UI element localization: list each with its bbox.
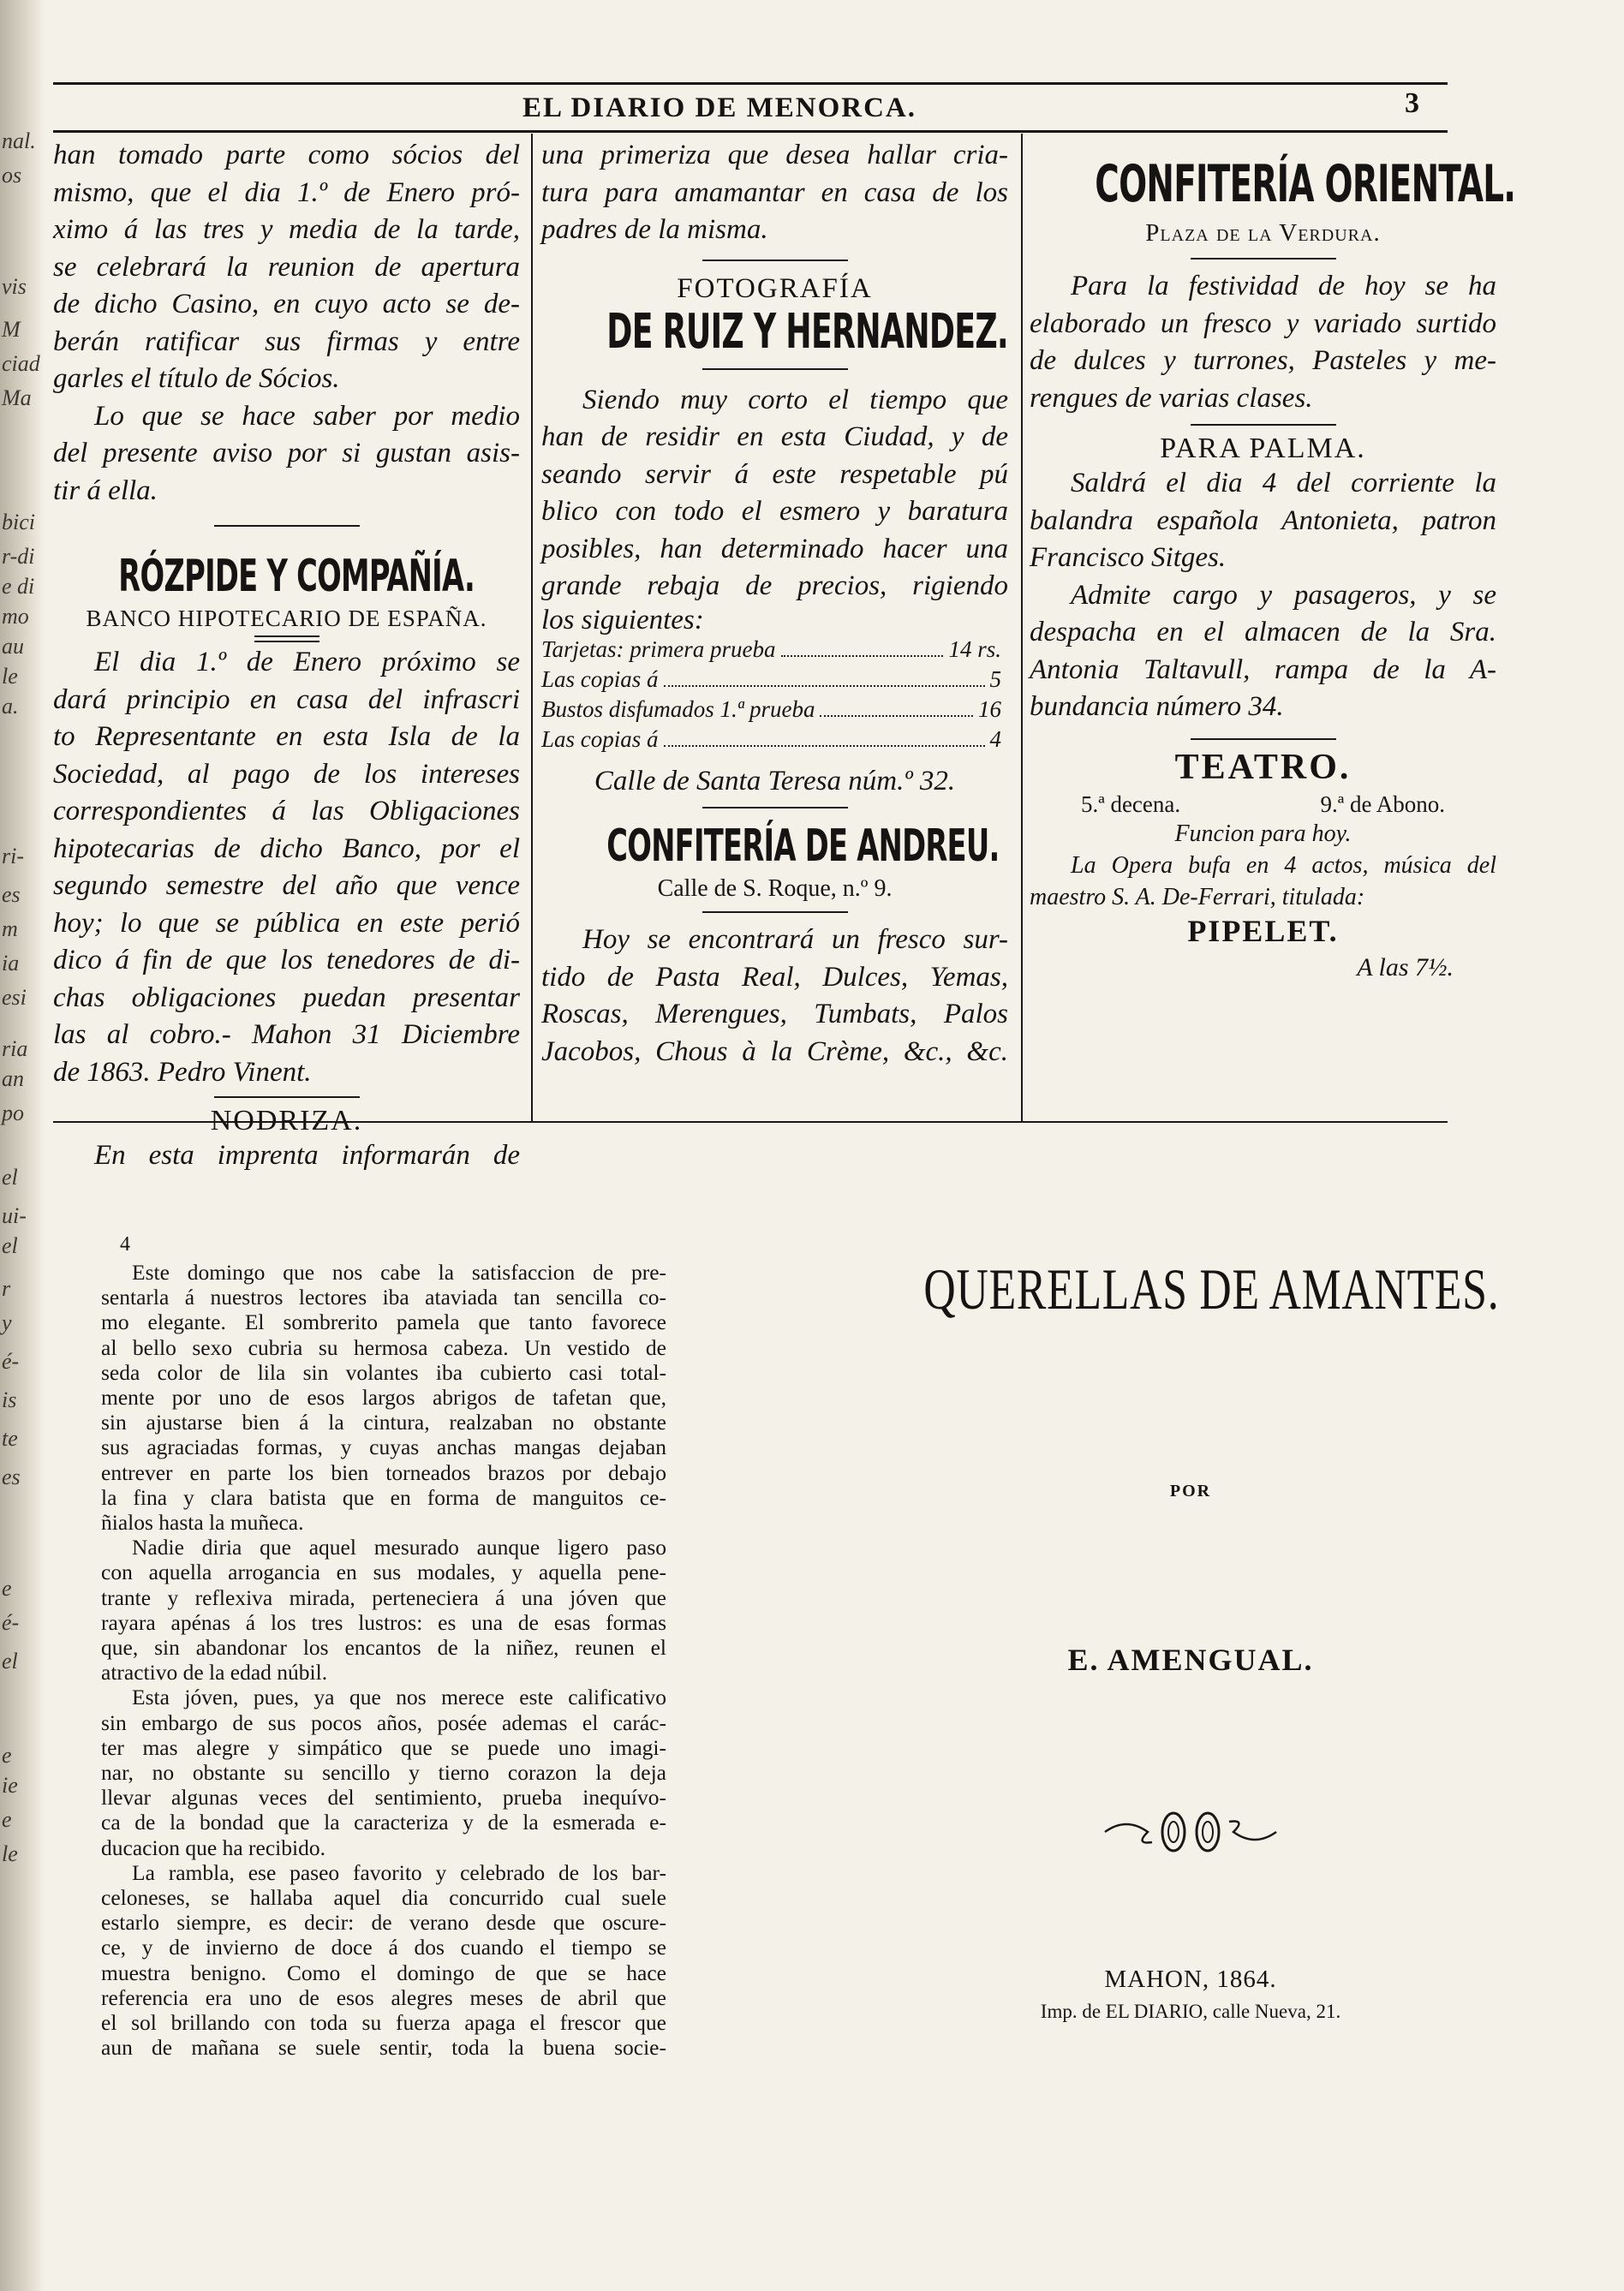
teatro-info (1081, 791, 1445, 818)
oriental-title: CONFITERÍA ORIENTAL. (1095, 154, 1516, 214)
novel-line: seda color de lila sin volantes iba cubierto casi total- (101, 1359, 666, 1385)
andreu-address: Calle de S. Roque, n.º 9. (657, 875, 893, 902)
price-row: Tarjetas: primera prueba 14 rs. (541, 635, 1001, 662)
novel-line: que, sin abandonar los encantos de la niñez, reunen el (101, 1635, 666, 1661)
novel-line: rayara apénas á los tres lustros: es una de esas formas (101, 1609, 666, 1635)
novel-line: sin embargo de sus pocos años, posée ademas el carác- (101, 1709, 666, 1735)
margin-fragment: an (2, 1066, 24, 1091)
column-rule-2 (1021, 134, 1023, 1123)
margin-fragment: is (2, 1387, 17, 1412)
price-row: Las copias á 4 (541, 725, 1001, 752)
double-rule (254, 635, 319, 642)
novel-line: trante y reflexiva mirada, perteneciera á una jóven que (101, 1584, 666, 1610)
novel-line: sus agraciadas formas, y cuyas anchas mangas dejaban (101, 1435, 666, 1460)
bank-notice: El dia 1.º de Enero próximo se dará principio en casa del infrascri to Representante en esta Isla de la Sociedad, al pago de los intereses correspondientes á las Obligaciones hipotecarias de dicho Banco, por el segundo semestre del año que vence hoy; lo que se pública en este perió dico á fin de que los tenedores de di- chas obligaciones puedan presentar las al cobro.- Mahon 31 Diciembre de 1863. Pedro Vinent. (53, 647, 520, 1088)
title-page (839, 1250, 1542, 2023)
margin-fragment: es (2, 1465, 21, 1489)
novel-line: mo elegante. El sombrerito pamela que tanto favorece (101, 1310, 666, 1335)
margin-fragment: e di (2, 574, 35, 599)
margin-fragment: ie (2, 1773, 18, 1798)
margin-fragment: nal. (2, 128, 36, 153)
teatro-notice: Funcion para hoy. La Opera bufa en 4 actos, música del maestro S. A. De-Ferrari, titulada: (1030, 820, 1496, 910)
separator (214, 525, 360, 527)
photo-heading (541, 303, 1008, 360)
adjacent-page-edge (0, 0, 45, 2291)
casino-notice: han tomado parte como sócios del mismo, que el dia 1.º de Enero pró- ximo á las tres y media de la tarde, se celebrará la reunion de apertura de dicho Casino, en cuyo acto se de- berán ratificar sus firmas y entre garles el título de Sócios. Lo que se hace saber por medio del presente aviso por si gustan asis- tir á ella. (53, 140, 520, 506)
novel-title-wrap (839, 1250, 1542, 1327)
margin-fragment: Ma (2, 385, 32, 410)
bank-subtitle: BANCO HIPOTECARIO DE ESPAÑA. (86, 606, 487, 631)
margin-fragment: vis (2, 274, 27, 299)
andreu-notice: Hoy se encontrará un fresco sur- tido de Pasta Real, Dulces, Yemas, Roscas, Merengues, Tumbats, Palos Jacobos, Chous à la Crème, &c., &c. (541, 924, 1008, 1067)
margin-fragment: é- (2, 1349, 20, 1374)
header-bottom-rule (53, 130, 1448, 133)
price-row: Bustos disfumados 1.ª prueba 16 (541, 695, 1001, 722)
novel-line: referencia era uno de esos alegres meses de abril que (101, 1984, 666, 2010)
novel-line: mente por uno de esos largos abrigos de tafetan que, (101, 1385, 666, 1411)
ornament (839, 1798, 1542, 1866)
novel-line: Nadie diria que aquel mesurado aunque ligero paso (132, 1535, 666, 1560)
margin-fragment: te (2, 1426, 18, 1451)
bank-heading (53, 552, 520, 600)
novel-line: sentarla á nuestros lectores iba ataviada tan sencilla co- (101, 1285, 666, 1310)
margin-fragment: po (2, 1101, 24, 1125)
photo-address: Calle de Santa Teresa núm.º 32. (594, 765, 956, 796)
margin-fragment: bici (2, 510, 35, 534)
teatro-decena: 5.ª decena. (1081, 791, 1181, 817)
novel-line: Esta jóven, pues, ya que nos merece este calificativo (132, 1685, 666, 1710)
novel-line: con aquella arrogancia en sus modales, y aquella pene- (101, 1560, 666, 1585)
novel-line: llevar algunas veces del sentimiento, prueba inequívo- (101, 1785, 666, 1811)
margin-fragment: os (2, 163, 22, 188)
margin-fragment: m (2, 916, 18, 941)
novel-line: Este domingo que nos cabe la satisfaccion de pre- (132, 1260, 666, 1285)
separator (702, 807, 848, 808)
novel-line: ter mas alegre y simpático que se puede uno imagi- (101, 1734, 666, 1760)
margin-fragment: le (2, 664, 18, 689)
margin-fragment: el (2, 1233, 18, 1258)
by-label: POR (1169, 1482, 1212, 1500)
bank-title: RÓZPIDE Y COMPAÑÍA. (118, 551, 475, 602)
teatro-abono: 9.ª de Abono. (1320, 791, 1445, 817)
margin-fragment: e (2, 1576, 12, 1601)
photo-notice: Siendo muy corto el tiempo que han de residir en esta Ciudad, y de seando servir á este respetable pú blico con todo el esmero y baratura posibles, han determinado hacer una grande rebaja de precios, rigiendo los siguientes: (541, 384, 1008, 635)
separator (1191, 738, 1336, 740)
margin-fragment: ri- (2, 844, 24, 868)
margin-fragment: e (2, 1743, 12, 1768)
margin-fragment: r-di (2, 544, 35, 569)
margin-fragment: a. (2, 694, 19, 719)
separator (702, 911, 848, 913)
novel-title: QUERELLAS DE AMANTES. (923, 1256, 1500, 1322)
column-3 (1030, 137, 1516, 986)
separator (1191, 424, 1336, 426)
novel-line: nar, no obstante su sencillo y tierno corazon la deja (101, 1760, 666, 1786)
ornament-flourish-icon (1101, 1798, 1281, 1866)
separator (702, 368, 848, 370)
palma-title: PARA PALMA. (1160, 433, 1366, 464)
novel-line: estarlo siempre, es decir: de verano desde que oscure- (101, 1910, 666, 1936)
imprint: Imp. de EL DIARIO, calle Nueva, 21. (1040, 2001, 1341, 2022)
novel-line: muestra benigno. Como el domingo de que se hace (101, 1960, 666, 1985)
margin-fragment: M (2, 317, 21, 342)
margin-fragment: r (2, 1276, 11, 1301)
novel-line: aun de mañana se suele sentir, toda la buena socie- (101, 2035, 666, 2061)
margin-fragment: ia (2, 951, 20, 975)
palma-notice: Saldrá el dia 4 del corriente la balandra española Antonieta, patron Francisco Sitges. Admite cargo y pasageros, y se despacha en el almacen de la Sra. Antonia Taltavull, rampa de la A- bundancia número 34. (1030, 468, 1496, 722)
price-list (541, 635, 1008, 755)
novel-page-number: 4 (120, 1233, 130, 1256)
andreu-title: CONFITERÍA DE ANDREU. (606, 820, 1000, 872)
column-2 (541, 137, 1008, 1071)
andreu-heading (541, 820, 1008, 872)
margin-fragment: mo (2, 604, 29, 629)
place-year: MAHON, 1864. (1104, 1966, 1277, 1993)
novel-text (101, 1260, 666, 2061)
nodriza-title: NODRIZA. (210, 1105, 363, 1137)
novel-line: ce, y de invierno de doce á dos cuando el tiempo se (101, 1935, 666, 1960)
opera-title: PIPELET. (1187, 913, 1339, 948)
novel-line: celoneses, se hallaba aquel dia concurrido cual suele (101, 1885, 666, 1911)
novel-line: la fina y clara batista que en forma de manguitos ce- (101, 1484, 666, 1510)
novel-author: E. AMENGUAL. (1067, 1643, 1314, 1677)
column-1 (53, 137, 520, 1175)
margin-fragment: ria (2, 1036, 28, 1061)
header-top-rule (53, 82, 1448, 85)
margin-fragment: esi (2, 985, 27, 1010)
novel-line: el sol brillando con toda su fuerza apaga el frescor que (101, 2010, 666, 2036)
photo-title: FOTOGRAFÍA (677, 272, 873, 304)
novel-line: La rambla, ese paseo favorito y celebrado de los bar- (132, 1859, 666, 1885)
novel-line: al bello sexo cubria su hermosa cabeza. Un vestido de (101, 1334, 666, 1360)
column-rule-1 (531, 134, 533, 1123)
margin-fragment: ui- (2, 1203, 27, 1228)
separator (1191, 258, 1336, 260)
nodriza-continuation: una primeriza que desea hallar cria- tura para amamantar en casa de los padres de la misma. (541, 140, 1008, 245)
newspaper-title: EL DIARIO DE MENORCA. (522, 92, 917, 123)
opera-hour: A las 7½. (1357, 952, 1454, 981)
nodriza-line: En esta imprenta informarán de (94, 1140, 520, 1171)
teatro-title: TEATRO. (1174, 747, 1352, 787)
novel-line: sin ajustarse bien á la cintura, realzaban no obstante (101, 1410, 666, 1435)
novel-line: ca de la bondad que la caracteriza y de la esmerada e- (101, 1810, 666, 1835)
novel-page (101, 1233, 666, 2061)
separator (214, 1096, 360, 1098)
margin-fragment: el (2, 1165, 18, 1190)
novel-line: ducacion que ha recibido. (101, 1835, 325, 1860)
novel-line: ñialos hasta la muñeca. (101, 1510, 304, 1536)
margin-fragment: ciad (2, 351, 40, 376)
margin-fragment: e (2, 1807, 12, 1832)
margin-fragment: es (2, 882, 21, 907)
margin-fragment: au (2, 634, 24, 659)
novel-line: entrever en parte los bien torneados brazos por debajo (101, 1459, 666, 1485)
novel-line: atractivo de la edad núbil. (101, 1660, 328, 1685)
margin-fragment: y (2, 1310, 12, 1335)
price-row: Las copias á 5 (541, 665, 1001, 692)
margin-fragment: le (2, 1841, 18, 1866)
oriental-heading (1030, 154, 1516, 214)
margin-fragment: el (2, 1649, 18, 1674)
oriental-notice: Para la festividad de hoy se ha elaborado un fresco y variado surtido de dulces y turrones, Pasteles y me- rengues de varias clases. (1030, 271, 1496, 414)
margin-fragment: é- (2, 1610, 20, 1635)
oriental-address: Plaza de la Verdura. (1145, 219, 1381, 247)
page-number: 3 (1405, 87, 1419, 119)
photo-name: DE RUIZ Y HERNANDEZ. (606, 303, 1008, 360)
separator (702, 260, 848, 261)
